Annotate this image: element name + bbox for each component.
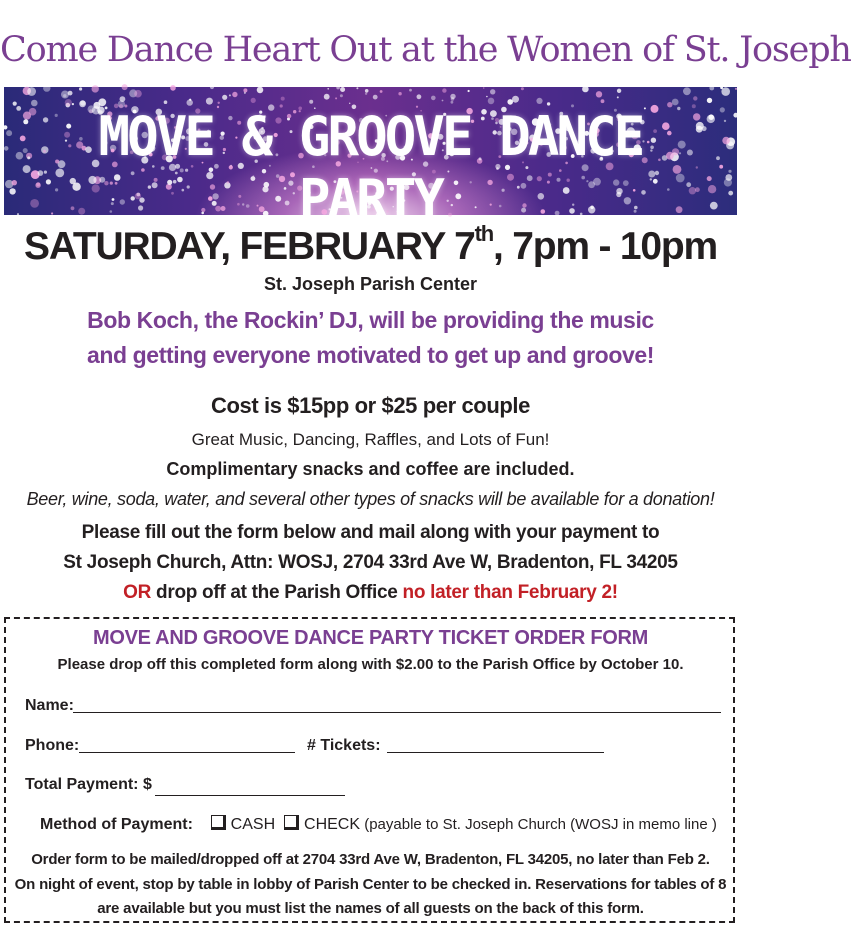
sparkle-dot [327,88,329,90]
sparkle-dot [218,102,220,104]
event-date [0,221,741,269]
sparkle-dot [229,94,231,96]
sparkle-dot [409,89,412,92]
sparkle-dot [349,103,350,104]
mail-line-2: St Joseph Church, Attn: WOSJ, 2704 33rd Ave W, Bradenton, FL 34205 [63,552,678,573]
phone-input-line[interactable] [79,752,295,753]
banner-title: MOVE & GROOVE DANCE PARTY [98,105,643,231]
sparkle-dot [707,98,712,103]
sparkle-dot [335,97,337,99]
sparkle-dot [380,90,383,93]
sparkle-dot [232,92,237,97]
form-subtitle: Please drop off this completed form along with $2.00 to the Parish Office by October 10. [57,656,684,673]
beer-text: Beer, wine, soda, water, and several other types of snacks will be available for a donation! [26,489,715,509]
cash-label: CASH [230,816,276,833]
sparkle-dot [488,98,495,105]
tickets-input-line[interactable] [387,752,604,753]
sparkle-dot [336,86,340,90]
check-label: CHECK [304,816,361,833]
or-text: OR [123,582,152,603]
sparkle-dot [170,85,176,91]
drop-off-line [0,582,741,604]
event-date-suffix: , 7pm - 10pm [492,225,717,268]
sparkle-dot [536,98,542,104]
sparkle-dot [243,88,247,92]
sparkle-dot [122,84,128,90]
check-note: (payable to St. Joseph Church (WOSJ in memo line ) [360,816,717,833]
payment-method-label: Method of Payment: [40,816,193,833]
name-input-line[interactable] [73,712,721,713]
total-payment-label: Total Payment: $ [25,776,152,793]
sparkle-dot [210,85,214,89]
sparkle-dot [431,96,436,101]
sparkle-dot [442,88,446,92]
dj-line-2: and getting everyone motivated to get up and groove! [86,342,655,368]
sparkle-dot [251,98,256,103]
sparkle-dot [356,87,358,89]
sparkle-dot [451,101,454,104]
sparkle-dot [483,87,485,89]
check-checkbox-icon[interactable] [284,815,299,830]
sparkle-dot [728,191,733,196]
sparkle-dot [735,88,737,90]
sparkle-dot [79,87,82,90]
sparkle-dot [709,86,714,91]
deadline-text: no later than February 2! [402,582,618,603]
footer-line-1: Order form to be mailed/dropped off at 2704 33rd Ave W, Bradenton, FL 34205, no later than Feb 2. [31,851,710,868]
snacks-text: Complimentary snacks and coffee are included. [166,459,575,479]
event-date-sup: th [474,221,493,246]
sparkle-dot [442,100,444,102]
footer-line-2: On night of event, stop by table in lobby of Parish Center to be checked in. Reservations for tables of 8 [14,876,727,893]
sparkle-dot [134,90,142,98]
sparkle-dot [340,94,343,97]
sparkle-dot [601,99,605,103]
event-venue: St. Joseph Parish Center [263,274,478,294]
sparkle-dot [486,96,488,98]
sparkle-dot [365,89,369,93]
sparkle-dot [61,91,69,99]
tagline: Come Dance Heart Out at the Women of St. Joseph [0,30,851,70]
phone-label: Phone: [25,737,80,754]
sparkle-dot [309,100,313,104]
sparkle-dot [6,130,12,136]
sparkle-dot [733,113,738,118]
sparkle-dot [206,98,213,105]
sparkle-dot [512,96,519,103]
sparkle-dot [693,96,697,100]
sparkle-dot [450,94,455,99]
sparkle-dot [521,87,524,90]
tickets-label: # Tickets: [307,737,381,754]
footer-line-3: are available but you must list the names of all guests on the back of this form. [97,900,644,917]
sparkle-dot [721,87,730,96]
sparkle-dot [725,174,732,181]
sparkle-dot [43,84,50,91]
sparkle-dot [27,87,36,96]
sparkle-dot [257,87,264,94]
sparkle-dot [281,97,285,101]
cost-text: Cost is $15pp or $25 per couple [211,393,530,418]
sparkle-dot [4,146,9,151]
sparkle-dot [417,94,422,99]
event-date-prefix: SATURDAY, FEBRUARY 7 [24,225,475,268]
total-payment-input-line[interactable] [155,795,345,796]
mail-line-1: Please fill out the form below and mail along with your payment to [81,522,660,543]
payment-method-row [40,815,717,834]
sparkle-dot [365,93,367,95]
sparkle-dot [164,100,168,104]
name-label: Name: [25,697,74,714]
sparkle-dot [398,92,401,95]
sparkle-dot [683,87,691,95]
sparkle-dot [617,96,619,98]
sparkle-dot [3,125,7,129]
sparkle-dot [617,89,621,93]
sparkle-dot [92,85,99,92]
sparkle-dot [490,89,495,94]
sparkle-dot [596,91,602,97]
sparkle-dot [468,90,470,92]
cash-checkbox-icon[interactable] [211,815,226,830]
sparkle-dot [222,95,227,100]
sparkle-dot [582,86,589,93]
sparkle-dot [728,170,731,173]
fun-text: Great Music, Dancing, Raffles, and Lots of Fun! [191,430,550,449]
form-title: MOVE AND GROOVE DANCE PARTY TICKET ORDER FORM [92,627,649,649]
sparkle-dot [340,87,345,92]
banner [4,87,737,231]
sparkle-dot [373,95,378,100]
sparkle-dot [324,94,330,100]
drop-off-text: drop off at the Parish Office [151,582,403,603]
dj-line-1: Bob Koch, the Rockin’ DJ, will be providing the music [87,307,654,333]
